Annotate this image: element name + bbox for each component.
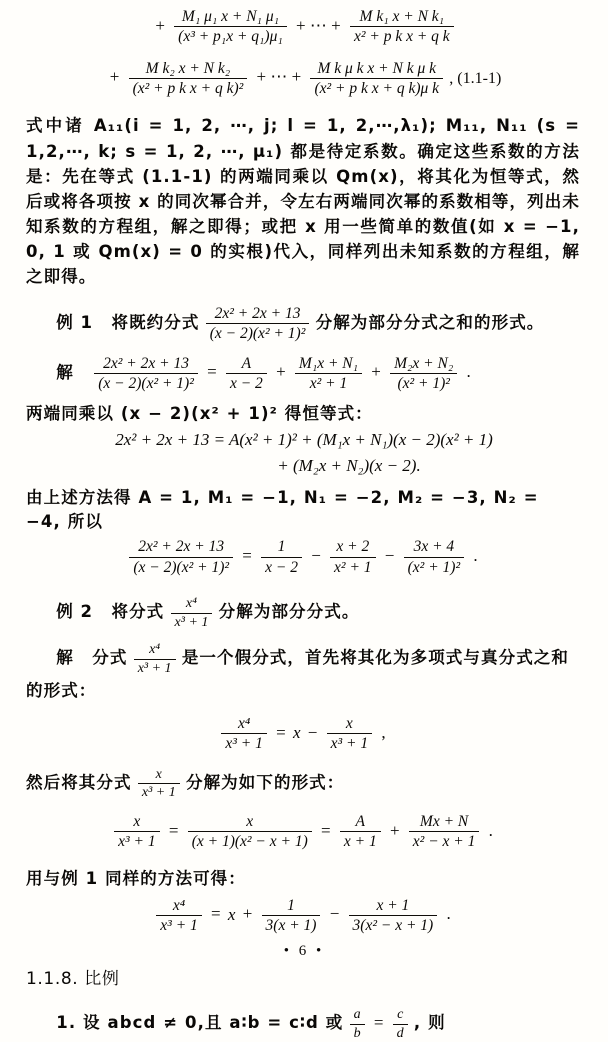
fraction-numerator: x⁴ (156, 897, 202, 916)
fraction-numerator: x (327, 715, 373, 734)
fraction-2 (350, 8, 454, 46)
fraction-denominator: d (396, 1026, 404, 1041)
example-2-method-text: 用与例 1 同样的方法可得： (26, 868, 246, 888)
fraction-numerator: x (114, 813, 160, 832)
ratio-fraction-2 (393, 1007, 408, 1041)
section-number: 1.1.8. (26, 969, 79, 990)
plus-sign: + (242, 904, 253, 924)
section-item-1 (26, 1007, 580, 1041)
example-2-equation-1 (0, 715, 608, 753)
equals-sign: = (207, 362, 217, 382)
fraction-numerator: M₂x + N₂ (390, 355, 457, 374)
example-2-label: 例 2 (56, 602, 93, 622)
fraction-denominator: x² − x + 1 (412, 833, 476, 851)
equation-block-1-line-2 (0, 60, 608, 98)
fraction-numerator: M k₂ x + N k₂ (129, 60, 248, 79)
period: . (473, 546, 478, 566)
fraction-numerator: x + 1 (349, 897, 438, 916)
equals-sign: = (242, 546, 252, 566)
fraction-numerator: x⁴ (171, 596, 213, 614)
fraction-numerator: M₁ μ₁ x + N₁ μ₁ (174, 8, 287, 27)
fraction-denominator: (x² + p k x + q k)μ k (314, 80, 440, 98)
fraction-denominator: x − 2 (265, 558, 298, 576)
fraction-numerator: c (393, 1007, 408, 1025)
fraction-denominator: x³ + 1 (141, 785, 176, 801)
fraction-numerator: 1 (261, 538, 302, 557)
example-1-fraction (206, 305, 310, 343)
fraction-numerator: x⁴ (134, 642, 176, 660)
example-2-proper-fraction-text (26, 767, 580, 801)
section-heading (26, 964, 608, 989)
fraction-numerator: M k₁ x + N k₁ (350, 8, 454, 27)
fraction-4 (310, 60, 443, 98)
example-2-text-post: 分解为部分分式。 (218, 602, 360, 622)
example-1-solution-line-1 (26, 355, 580, 393)
fraction-numerator: x⁴ (221, 715, 267, 734)
fraction-3 (129, 60, 248, 98)
fraction-denominator: (x² + 1)² (407, 558, 461, 576)
item-1-text: 1. 设 abcd ≠ 0,且 a∶b = c∶d 或 (56, 1013, 344, 1033)
minus-sign: − (384, 546, 395, 566)
fraction-denominator: x³ + 1 (174, 614, 209, 630)
solution-term-2 (295, 355, 362, 393)
fraction-denominator: x³ + 1 (137, 661, 172, 677)
solution-label: 解 (56, 362, 74, 382)
page-footer: • 6 • (283, 943, 325, 959)
plus-sign: + (389, 820, 400, 840)
eq1-rhs-fraction (327, 715, 373, 753)
fraction-denominator: x³ + 1 (118, 833, 156, 851)
fraction-denominator: x² + p k x + q k (353, 28, 450, 46)
result-term-1 (261, 538, 302, 576)
fraction-denominator: (x − 2)(x² + 1)² (209, 325, 306, 343)
plus-sign: + (276, 362, 286, 382)
fraction-numerator: A (226, 355, 267, 374)
example-1-statement (26, 305, 580, 343)
fraction-numerator: 2x² + 2x + 13 (206, 305, 310, 324)
fraction-denominator: (x³ + p₁x + q₁)μ₁ (178, 28, 283, 46)
result-lhs-fraction (129, 538, 233, 576)
period: . (488, 820, 493, 840)
minus-sign: − (307, 722, 318, 742)
eq2-term-1 (340, 813, 381, 851)
fraction-numerator: 1 (262, 897, 321, 916)
fraction-numerator: Mx + N (409, 813, 480, 832)
comma: , (381, 722, 386, 742)
fraction-denominator: 3(x + 1) (265, 916, 317, 934)
example-1-identity-line-2: + (M₂x + N₂)(x − 2). (277, 456, 421, 476)
fraction-denominator: x³ + 1 (160, 916, 198, 934)
eq2-lhs-fraction (114, 813, 160, 851)
example-2-solution-intro (26, 642, 580, 700)
fraction-denominator: 3(x² − x + 1) (352, 916, 434, 934)
solution-term-1 (226, 355, 267, 393)
example-2-equation-2 (0, 813, 608, 851)
fraction-numerator: M₁x + N₁ (295, 355, 362, 374)
equals-sign: = (211, 904, 221, 924)
proper-fraction (138, 767, 180, 801)
equals-sign: = (168, 820, 179, 840)
fraction-denominator: (x + 1)(x² − x + 1) (191, 833, 308, 851)
fraction-numerator: x (138, 767, 180, 785)
improper-fraction (134, 642, 176, 676)
fraction-denominator: b (353, 1026, 361, 1041)
equals-sign: = (321, 820, 331, 840)
eq2-term-2 (409, 813, 480, 851)
example-2-text-pre: 将分式 (111, 602, 165, 622)
solution-label: 解 (56, 648, 74, 668)
fraction-numerator: 3x + 4 (404, 538, 464, 557)
example-1-text-pre: 将既约分式 (111, 312, 200, 332)
example-1-label: 例 1 (56, 312, 93, 332)
example-1-multiply-text: 两端同乘以 (x − 2)(x² + 1)² 得恒等式： (26, 404, 373, 424)
plus-sign: + (371, 362, 381, 382)
example-1-coefficients-text: 由上述方法得 A = 1, M₁ = −1, N₁ = −2, M₂ = −3, N₂ = −4, 所以 (26, 488, 539, 532)
eq2-middle-fraction (188, 813, 312, 851)
eq3-lhs-fraction (156, 897, 202, 935)
fraction-denominator: x³ + 1 (225, 735, 263, 753)
fraction-numerator: 2x² + 2x + 13 (94, 355, 198, 374)
example-1-result (0, 538, 608, 576)
paragraph-coefficients: 式中诸 A₁₁(i = 1, 2, ⋯, j; l = 1, 2,⋯,λ₁); M₁₁, N₁₁ (s = 1,2,⋯, k; s = 1, 2, ⋯, μ₁) 都是待定系数。确定这些系数的方法是：先在等式 (1.1-1) 的两端同乘以 Qm(x)，将其化为恒等式，然后或将各项按 x 的同次幂合并，令左右两端同次幂的系数相等，列出未知系数的方程组，解之即得；或把 x 用一些简单的数值(如 x = −1, 0, 1 或 Qm(x) = 0 的实根)代入，同样列出未知系数的方程组，解之即得。 (26, 116, 580, 286)
variable-x: x (292, 722, 301, 742)
fraction-numerator: A (340, 813, 381, 832)
fraction-numerator: a (350, 1007, 365, 1025)
fraction-numerator: x (188, 813, 312, 832)
item-1-tail: , 则 (413, 1013, 446, 1033)
fraction-numerator: x + 2 (330, 538, 376, 557)
fraction-denominator: (x² + p k x + q k)² (132, 80, 244, 98)
fraction-denominator: (x² + 1)² (397, 375, 450, 393)
plus-sign: + (109, 67, 120, 87)
ellipsis-plus: + ⋯ + (296, 15, 341, 35)
fraction-denominator: x² + 1 (334, 558, 372, 576)
example-1-text-post: 分解为部分分式之和的形式。 (315, 312, 545, 332)
solution-term-3 (390, 355, 457, 393)
fraction-1 (174, 8, 287, 46)
equation-number: , (1.1-1) (449, 69, 502, 87)
document-page (0, 8, 608, 1041)
fraction-denominator: x³ + 1 (330, 735, 369, 753)
ratio-fraction-1 (350, 1007, 365, 1041)
example-2-statement (26, 596, 580, 630)
eq3-term-1 (262, 897, 321, 935)
text-post: 分解为如下的形式： (185, 772, 345, 792)
minus-sign: − (311, 546, 321, 566)
example-1-identity-line-1: 2x² + 2x + 13 = A(x² + 1)² + (M₁x + N₁)(x − 2)(x² + 1) (115, 430, 493, 450)
solution-lhs-fraction (94, 355, 198, 393)
equals-sign: = (276, 722, 286, 742)
text-pre: 然后将其分式 (26, 772, 132, 792)
example-2-fraction (171, 596, 213, 630)
fraction-numerator: M k μ k x + N k μ k (310, 60, 443, 79)
eq1-lhs-fraction (221, 715, 267, 753)
variable-x: x (227, 904, 236, 924)
solution-text-pre: 分式 (92, 648, 128, 668)
fraction-denominator: (x − 2)(x² + 1)² (98, 375, 194, 393)
minus-sign: − (329, 904, 340, 924)
equation-block-1-line-1 (0, 8, 608, 46)
fraction-denominator: x + 1 (343, 833, 377, 851)
period: . (446, 904, 451, 924)
fraction-denominator: x² + 1 (309, 375, 348, 393)
solution-text-post: 是一个假分式，首先将其化为多项式与真分式之和的形式： (26, 648, 570, 700)
result-term-3 (404, 538, 464, 576)
fraction-denominator: x − 2 (229, 375, 263, 393)
plus-sign: + (155, 15, 165, 35)
example-2-equation-3 (0, 897, 608, 935)
eq3-term-2 (349, 897, 438, 935)
fraction-denominator: (x − 2)(x² + 1)² (133, 558, 230, 576)
ellipsis-plus: + ⋯ + (256, 67, 302, 87)
fraction-numerator: 2x² + 2x + 13 (129, 538, 233, 557)
result-term-2 (330, 538, 376, 576)
period: . (466, 362, 471, 382)
equals-sign: = (373, 1013, 384, 1033)
section-title: 比例 (84, 969, 120, 990)
